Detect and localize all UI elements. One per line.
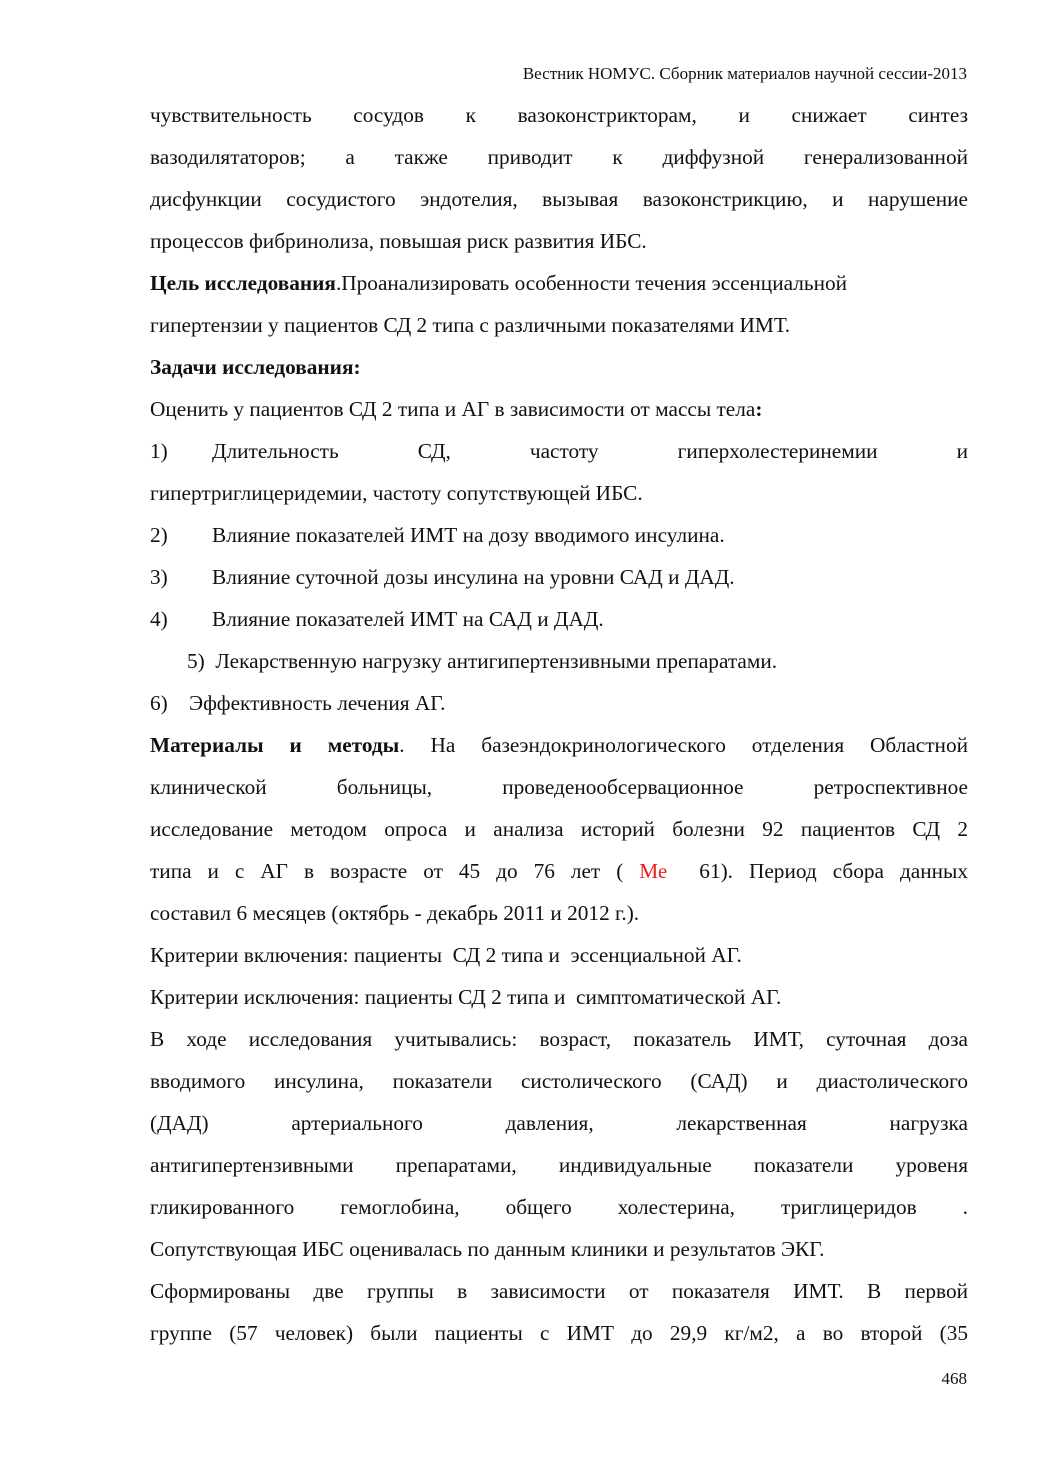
- list-item-number: 4): [150, 607, 168, 631]
- text-line: антигипертензивными препаратами, индивидуальные показатели уровеня: [150, 1153, 968, 1177]
- list-item-number: 3): [150, 565, 168, 589]
- list-item-text: Влияние суточной дозы инсулина на уровни САД и ДАД.: [212, 565, 735, 589]
- goal-text: .Проанализировать особенности течения эссенциальной: [335, 271, 848, 295]
- text-line: дисфункции сосудистого эндотелия, вызывая вазоконстрикцию, и нарушение: [150, 187, 968, 211]
- page-body: [150, 94, 968, 1354]
- exclusion-criteria: Критерии исключения: пациенты СД 2 типа и симптоматической АГ.: [150, 985, 782, 1009]
- text-line: клинической больницы, проведенообсервационное ретроспективное: [150, 775, 968, 799]
- text-line: гликированного гемоглобина, общего холестерина, триглицеридов .: [150, 1195, 968, 1219]
- median-label: Ме: [639, 859, 668, 883]
- text-line: гипертензии у пациентов СД 2 типа с различными показателями ИМТ.: [150, 313, 791, 337]
- text-line: вазодилятаторов; а также приводит к диффузной генерализованной: [150, 145, 968, 169]
- list-item-number: 1): [150, 439, 168, 463]
- tasks-heading: Задачи исследования:: [150, 355, 361, 379]
- list-item: [150, 514, 968, 556]
- text-line: составил 6 месяцев (октябрь - декабрь 2011 и 2012 г.).: [150, 901, 640, 925]
- list-item-number: 2): [150, 523, 168, 547]
- methods-text: . На базеэндокринологического отделения Областной: [399, 733, 968, 757]
- inclusion-criteria: Критерии включения: пациенты СД 2 типа и эссенциальной АГ.: [150, 943, 742, 967]
- text-line: Сформированы две группы в зависимости от показателя ИМТ. В первой: [150, 1279, 968, 1303]
- list-item: [150, 598, 968, 640]
- methods-label: Материалы и методы: [150, 733, 400, 757]
- page-number: 468: [941, 1369, 967, 1388]
- list-item: [150, 430, 968, 472]
- list-item: [150, 556, 968, 598]
- list-item: 6) Эффективность лечения АГ.: [150, 691, 446, 715]
- text-line: чувствительность сосудов к вазоконстрикторам, и снижает синтез: [150, 103, 968, 127]
- text-line: процессов фибринолиза, повышая риск развития ИБС.: [150, 229, 647, 253]
- tasks-intro: [150, 388, 968, 430]
- text-line: группе (57 человек) были пациенты с ИМТ до 29,9 кг/м2, а во второй (35: [150, 1321, 968, 1345]
- goal-line: [150, 262, 968, 304]
- list-item-text: Влияние показателей ИМТ на САД и ДАД.: [212, 607, 604, 631]
- methods-line: [150, 724, 968, 766]
- text-line: исследование методом опроса и анализа историй болезни 92 пациентов СД 2: [150, 817, 968, 841]
- text-line: (ДАД) артериального давления, лекарственная нагрузка: [150, 1111, 968, 1135]
- text-span: типа и с АГ в возрасте от 45 до 76 лет (: [150, 859, 624, 883]
- tasks-intro-colon: :: [755, 397, 763, 421]
- goal-label: Цель исследования: [150, 271, 336, 295]
- text-line: В ходе исследования учитывались: возраст, показатель ИМТ, суточная доза: [150, 1027, 968, 1051]
- tasks-intro-text: Оценить у пациентов СД 2 типа и АГ в зависимости от массы тела: [150, 397, 756, 421]
- list-item: 5) Лекарственную нагрузку антигипертензивными препаратами.: [187, 649, 778, 673]
- list-item-continuation: гипертриглицеридемии, частоту сопутствующей ИБС.: [150, 481, 643, 505]
- text-line: Сопутствующая ИБС оценивалась по данным клиники и результатов ЭКГ.: [150, 1237, 825, 1261]
- list-item-text: Длительность СД, частоту гиперхолестеринемии и: [212, 439, 968, 463]
- text-span: 61). Период сбора данных: [699, 859, 968, 883]
- running-header: Вестник НОМУС. Сборник материалов научной сессии-2013: [522, 64, 967, 83]
- text-line: вводимого инсулина, показатели систолического (САД) и диастолического: [150, 1069, 968, 1093]
- text-line: [150, 850, 968, 892]
- list-item-text: Влияние показателей ИМТ на дозу вводимого инсулина.: [212, 523, 725, 547]
